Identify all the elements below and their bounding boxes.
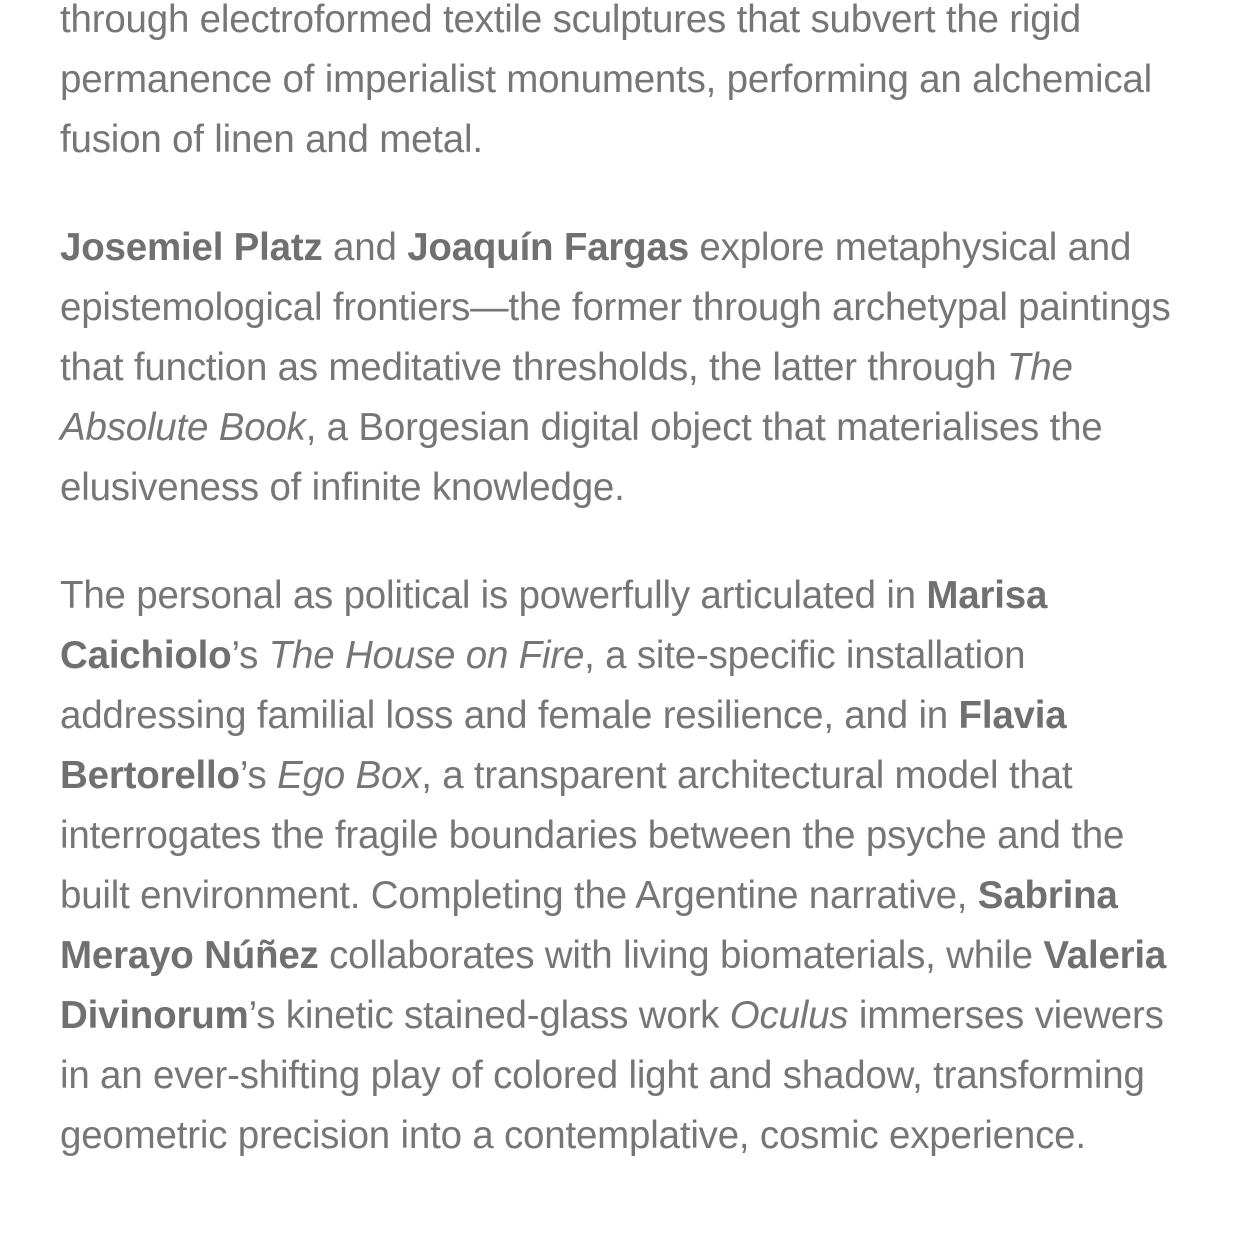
paragraph-3 [60,566,1185,1166]
artwork-title: Ego Box [277,754,422,797]
artist-name: Valeria Divinorum [60,934,1167,1037]
paragraph-3-text: The personal as political is powerfully articulated in [60,574,927,617]
paragraph-3-text: collaborates with living biomaterials, while [318,934,1044,977]
paragraph-2-text: explore metaphysical and epistemological frontiers—the former through archetypal paintings that function as meditative thresholds, the latter through [60,226,1171,389]
paragraph-2 [60,218,1185,518]
paragraph-1 [60,0,1185,170]
paragraph-2-text: , a Borgesian digital object that materialises the elusiveness of infinite knowledge. [60,406,1103,509]
artwork-title: The Absolute Book [60,346,1073,449]
paragraph-3-text: , a site-specific installation addressing familial loss and female resilience, and in [60,634,1026,737]
artist-name: Flavia Bertorello [60,694,1067,797]
paragraph-3-text: , a transparent architectural model that interrogates the fragile boundaries between the psyche and the built environment. Completing the Argentine narrative, [60,754,1125,917]
paragraph-3-text: ’s [231,634,269,677]
artist-name: Joaquín Fargas [407,226,689,269]
paragraph-3-text: ’s [239,754,278,797]
artist-name: Sabrina Merayo Núñez [60,874,1118,977]
paragraph-2-text: and [322,226,408,269]
article-body [60,0,1185,1214]
artist-name: Josemiel Platz [60,226,323,269]
artwork-title: Oculus [729,994,849,1037]
artwork-title: The House on Fire [268,634,585,677]
paragraph-3-text: immerses viewers in an ever-shifting play of colored light and shadow, transforming geometric precision into a contemplative, cosmic experience. [60,994,1164,1157]
artist-name: Marisa Caichiolo [60,574,1048,677]
paragraph-1-text: through electroformed textile sculptures that subvert the rigid permanence of imperialist monuments, performing an alchemical fusion of linen and metal. [60,0,1152,161]
paragraph-3-text: ’s kinetic stained-glass work [248,994,730,1037]
